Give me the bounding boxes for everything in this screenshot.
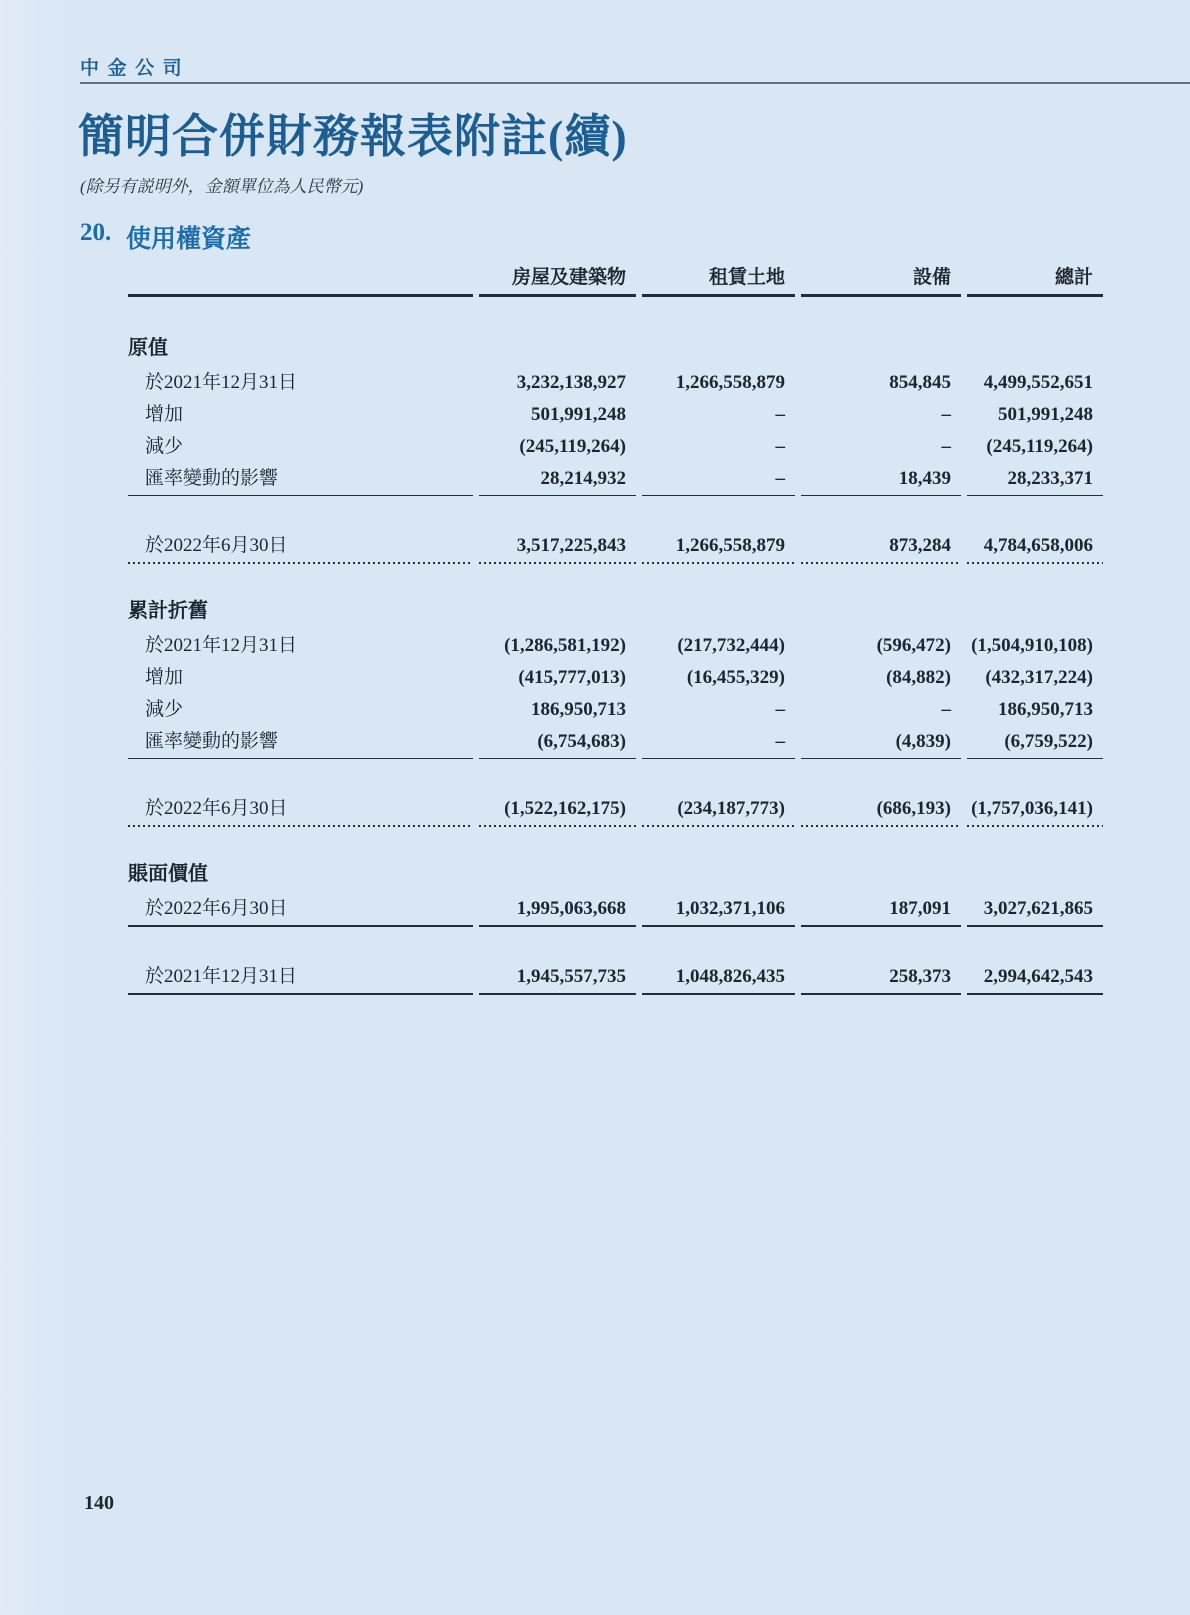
header-rule	[80, 82, 1190, 84]
cell-value: 1,048,826,435	[675, 966, 785, 987]
cell-value: 1,995,063,668	[516, 898, 626, 919]
cell-value: 1,266,558,879	[675, 535, 785, 556]
cell-value: (245,119,264)	[986, 436, 1093, 457]
section-rows	[128, 367, 1103, 495]
cell-value: (84,882)	[886, 667, 951, 688]
cell-value: (4,839)	[895, 731, 951, 752]
column-header: 總計	[1054, 267, 1093, 288]
cell-value: (1,286,581,192)	[504, 635, 626, 656]
table-rule	[128, 294, 1103, 297]
section-row-title: 原值	[128, 337, 168, 359]
table-rule	[128, 495, 1103, 496]
cell-value: –	[941, 699, 951, 720]
section-rows	[128, 630, 1103, 758]
cell-value: –	[775, 731, 785, 752]
table-row	[128, 367, 1103, 399]
table-row	[128, 662, 1103, 694]
table-row	[128, 893, 1103, 925]
column-header: 租賃土地	[708, 267, 785, 288]
cell-value: 1,945,557,735	[516, 966, 626, 987]
section-row-title: 累計折舊	[128, 600, 208, 622]
cell-value: 186,950,713	[998, 699, 1093, 720]
cell-value: 2,994,642,543	[983, 966, 1093, 987]
cell-value: (596,472)	[876, 635, 951, 656]
section-rows	[128, 893, 1103, 925]
row-label: 於2021年12月31日	[145, 635, 298, 656]
cell-value: 1,266,558,879	[675, 372, 785, 393]
table-rule-dashed	[128, 825, 1103, 827]
table-row	[128, 431, 1103, 463]
column-header: 房屋及建築物	[511, 267, 626, 288]
row-label: 於2021年12月31日	[145, 966, 298, 987]
cell-value: 187,091	[889, 898, 951, 919]
row-label: 於2022年6月30日	[145, 798, 288, 819]
row-label: 於2022年6月30日	[145, 898, 288, 919]
cell-value: 1,032,371,106	[675, 898, 785, 919]
cell-value: –	[941, 436, 951, 457]
section-title: 使用權資產	[126, 226, 252, 253]
page-number: 140	[84, 1492, 114, 1514]
cell-value: 3,517,225,843	[516, 535, 626, 556]
cell-value: –	[775, 404, 785, 425]
page-title: 簡明合併財務報表附註(續)	[78, 111, 628, 162]
table-header-row	[128, 260, 1103, 294]
cell-value: (432,317,224)	[985, 667, 1093, 688]
cell-value: 3,027,621,865	[983, 898, 1093, 919]
table-rule	[128, 758, 1103, 759]
cell-value: 18,439	[898, 468, 951, 489]
amount-note: (除另有説明外，金額單位為人民幣元)	[80, 177, 364, 196]
section-row-title: 賬面價值	[128, 863, 208, 885]
cell-value: (217,732,444)	[677, 635, 785, 656]
right-of-use-assets-table	[128, 260, 1103, 995]
row-label: 於2021年12月31日	[145, 372, 298, 393]
table-rule-dashed	[128, 562, 1103, 564]
cell-value: 258,373	[889, 966, 951, 987]
table-rule	[128, 925, 1103, 927]
table-row	[128, 399, 1103, 431]
cell-value: –	[775, 436, 785, 457]
cell-value: (415,777,013)	[518, 667, 626, 688]
cell-value: 501,991,248	[998, 404, 1093, 425]
cell-value: (1,504,910,108)	[971, 635, 1093, 656]
subtotal-row	[128, 793, 1103, 825]
cell-value: (1,757,036,141)	[971, 798, 1093, 819]
cell-value: 28,214,932	[540, 468, 626, 489]
cell-value: –	[775, 468, 785, 489]
cell-value: (234,187,773)	[677, 798, 785, 819]
cell-value: (6,759,522)	[1004, 731, 1093, 752]
cell-value: 501,991,248	[531, 404, 626, 425]
cell-value: (245,119,264)	[519, 436, 626, 457]
cell-value: (686,193)	[876, 798, 951, 819]
table-rule	[128, 993, 1103, 995]
row-label: 減少	[145, 436, 184, 457]
cell-value: (6,754,683)	[537, 731, 626, 752]
row-label: 匯率變動的影響	[145, 731, 279, 752]
cell-value: 854,845	[889, 372, 951, 393]
cell-value: –	[941, 404, 951, 425]
table-row	[128, 726, 1103, 758]
cell-value: 28,233,371	[1007, 468, 1093, 489]
cell-value: –	[775, 699, 785, 720]
cell-value: (1,522,162,175)	[504, 798, 626, 819]
cell-value: (16,455,329)	[686, 667, 785, 688]
column-header: 設備	[912, 267, 951, 288]
cell-value: 873,284	[889, 535, 951, 556]
table-row	[128, 463, 1103, 495]
column-header-blank	[128, 260, 473, 294]
table-row	[128, 630, 1103, 662]
table-row	[128, 961, 1103, 993]
cell-value: 186,950,713	[531, 699, 626, 720]
row-label: 匯率變動的影響	[145, 468, 279, 489]
row-label: 減少	[145, 699, 184, 720]
cell-value: 3,232,138,927	[516, 372, 626, 393]
section-number: 20.	[80, 219, 112, 246]
section-heading	[80, 219, 251, 255]
table-row	[128, 694, 1103, 726]
cell-value: 4,499,552,651	[983, 372, 1093, 393]
row-label: 增加	[145, 404, 184, 425]
row-label: 增加	[145, 667, 184, 688]
company-name: 中金公司	[80, 58, 191, 79]
row-label: 於2022年6月30日	[145, 535, 288, 556]
cell-value: 4,784,658,006	[983, 535, 1093, 556]
subtotal-row	[128, 530, 1103, 562]
